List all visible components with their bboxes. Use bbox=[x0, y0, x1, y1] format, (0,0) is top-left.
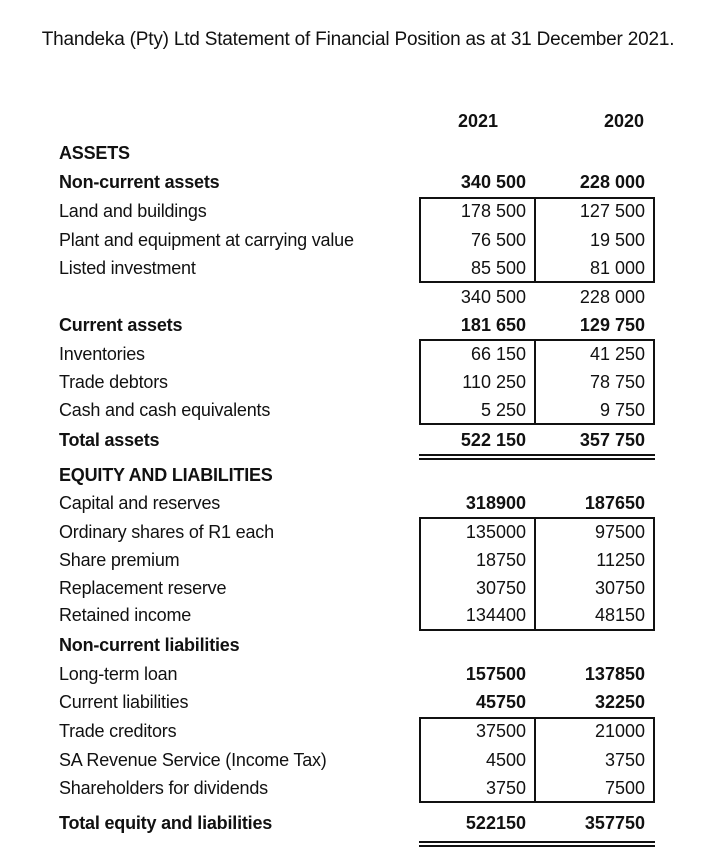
row-label: Share premium bbox=[59, 550, 180, 570]
box-capital-reserves bbox=[419, 517, 655, 631]
value-2020: 228 000 bbox=[579, 287, 645, 307]
statement-title: Thandeka (Pty) Ltd Statement of Financial Position as at 31 December 2021. bbox=[41, 29, 675, 50]
value-2020: 97500 bbox=[594, 522, 645, 542]
row-label: EQUITY AND LIABILITIES bbox=[59, 465, 273, 485]
value-2020: 357750 bbox=[584, 813, 645, 833]
value-2021: 76 500 bbox=[470, 230, 526, 250]
row-label: Total equity and liabilities bbox=[59, 813, 273, 833]
value-2021: 5 250 bbox=[480, 400, 526, 420]
value-2020: 78 750 bbox=[589, 372, 645, 392]
row-label: Shareholders for dividends bbox=[59, 778, 268, 798]
row-label: Inventories bbox=[59, 344, 145, 364]
table-row bbox=[59, 631, 659, 659]
column-header-2021: 2021 bbox=[458, 111, 499, 131]
value-2020: 19 500 bbox=[589, 230, 645, 250]
value-2021: 318900 bbox=[465, 493, 526, 513]
row-label: Trade creditors bbox=[59, 721, 177, 741]
value-2020: 11250 bbox=[596, 550, 645, 570]
table-row bbox=[59, 168, 659, 196]
row-label: Ordinary shares of R1 each bbox=[59, 522, 274, 542]
row-label: Land and buildings bbox=[59, 201, 207, 221]
value-2021: 4500 bbox=[485, 750, 526, 770]
value-2021: 340 500 bbox=[460, 287, 526, 307]
value-2020: 7500 bbox=[604, 778, 645, 798]
value-2021: 522 150 bbox=[460, 430, 526, 450]
divider-capital-reserves bbox=[534, 517, 536, 631]
value-2021: 45750 bbox=[475, 692, 526, 712]
total-assets-underline-1 bbox=[419, 454, 655, 456]
row-label: ASSETS bbox=[59, 143, 130, 163]
column-header-2020: 2020 bbox=[604, 111, 645, 131]
value-2020: 228 000 bbox=[579, 172, 645, 192]
row-label: Listed investment bbox=[59, 258, 196, 278]
row-label: Current assets bbox=[59, 315, 183, 335]
value-2021: 3750 bbox=[485, 778, 526, 798]
value-2020: 30750 bbox=[594, 578, 645, 598]
value-2021: 66 150 bbox=[470, 344, 526, 364]
table-row bbox=[59, 426, 659, 454]
table-row bbox=[59, 660, 659, 688]
box-noncurrent-assets bbox=[419, 197, 655, 283]
row-label: Retained income bbox=[59, 605, 192, 625]
value-2020: 32250 bbox=[594, 692, 645, 712]
divider-noncurrent-assets bbox=[534, 197, 536, 283]
value-2020: 9 750 bbox=[599, 400, 645, 420]
total-assets-underline-2 bbox=[419, 458, 655, 460]
row-label: Total assets bbox=[59, 430, 160, 450]
total-equity-underline-1 bbox=[419, 841, 655, 843]
table-row bbox=[59, 688, 659, 716]
value-2021: 18750 bbox=[475, 550, 526, 570]
value-2020: 129 750 bbox=[579, 315, 645, 335]
row-label: Non-current liabilities bbox=[59, 635, 240, 655]
total-equity-underline-2 bbox=[419, 845, 655, 847]
table-row bbox=[59, 809, 659, 837]
table-row bbox=[59, 311, 659, 339]
value-2021: 110 250 bbox=[462, 372, 526, 392]
value-2020: 48150 bbox=[594, 605, 645, 625]
value-2020: 81 000 bbox=[589, 258, 645, 278]
value-2020: 137850 bbox=[584, 664, 645, 684]
value-2021: 85 500 bbox=[470, 258, 526, 278]
value-2021: 37500 bbox=[475, 721, 526, 741]
value-2021: 30750 bbox=[475, 578, 526, 598]
value-2020: 127 500 bbox=[579, 201, 645, 221]
row-label: Plant and equipment at carrying value bbox=[59, 230, 354, 250]
table-row bbox=[59, 283, 659, 311]
value-2021: 181 650 bbox=[460, 315, 526, 335]
table-row bbox=[59, 489, 659, 517]
value-2020: 21000 bbox=[594, 721, 645, 741]
value-2020: 41 250 bbox=[589, 344, 645, 364]
value-2021: 522150 bbox=[465, 813, 526, 833]
row-label: Long-term loan bbox=[59, 664, 178, 684]
divider-current-assets bbox=[534, 339, 536, 425]
row-label: SA Revenue Service (Income Tax) bbox=[59, 750, 327, 770]
value-2021: 135000 bbox=[465, 522, 526, 542]
row-label: Current liabilities bbox=[59, 692, 189, 712]
row-label: Trade debtors bbox=[59, 372, 168, 392]
row-label: Cash and cash equivalents bbox=[59, 400, 271, 420]
value-2021: 340 500 bbox=[460, 172, 526, 192]
value-2021: 157500 bbox=[465, 664, 526, 684]
table-row bbox=[59, 461, 659, 489]
value-2020: 3750 bbox=[604, 750, 645, 770]
box-current-assets bbox=[419, 339, 655, 425]
value-2021: 134400 bbox=[465, 605, 526, 625]
value-2020: 187650 bbox=[584, 493, 645, 513]
value-2021: 178 500 bbox=[460, 201, 526, 221]
box-current-liabilities bbox=[419, 717, 655, 803]
table-row bbox=[59, 139, 659, 167]
row-label: Non-current assets bbox=[59, 172, 220, 192]
row-label: Replacement reserve bbox=[59, 578, 227, 598]
divider-current-liabilities bbox=[534, 717, 536, 803]
row-label: Capital and reserves bbox=[59, 493, 221, 513]
value-2020: 357 750 bbox=[579, 430, 645, 450]
